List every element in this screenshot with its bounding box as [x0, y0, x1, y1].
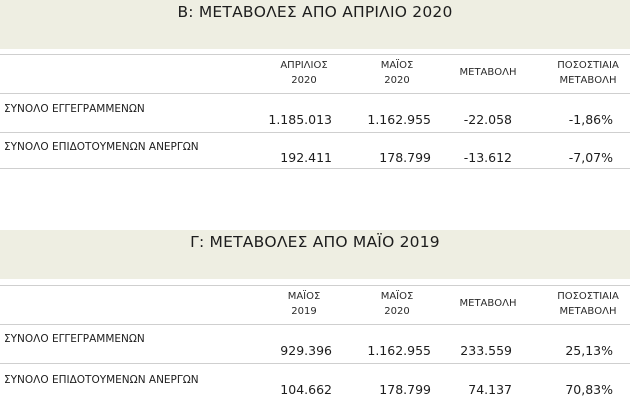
section-c-row2-col2: 178.799: [379, 382, 431, 397]
section-c-row1-label: ΣΥΝΟΛΟ ΕΓΓΕΓΡΑΜΜΕΝΩΝ: [4, 333, 145, 345]
section-c-row2-label: ΣΥΝΟΛΟ ΕΠΙΔΟΤΟΥΜΕΝΩΝ ΑΝΕΡΓΩΝ: [4, 374, 199, 386]
section-c-header-col2: ΜΑΪΟΣ 2020: [380, 291, 414, 317]
section-b-row-divider: [0, 132, 630, 133]
section-b-header-divider: [0, 93, 630, 94]
section-b-row1-col3: -22.058: [463, 112, 512, 127]
section-b-row2-col4: -7,07%: [568, 150, 613, 165]
section-c-header-col1: ΜΑΪΟΣ 2019: [287, 291, 321, 317]
section-b-row1-col1: 1.185.013: [268, 112, 332, 127]
section-c-row1-col3: 233.559: [460, 343, 512, 358]
section-b-row2-col1: 192.411: [280, 150, 332, 165]
section-c-row1-col1: 929.396: [280, 343, 332, 358]
section-c-divider: [0, 285, 630, 286]
section-c-row-divider: [0, 363, 630, 364]
section-b-header-col4: ΠΟΣΟΣΤΙΑΙΑ ΜΕΤΑΒΟΛΗ: [557, 60, 619, 86]
section-c-row2-col1: 104.662: [280, 382, 332, 397]
section-b-divider: [0, 54, 630, 55]
section-b-header-col3: ΜΕΤΑΒΟΛΗ: [459, 67, 517, 78]
section-c-header-col3: ΜΕΤΑΒΟΛΗ: [459, 298, 517, 309]
section-b-row2-col3: -13.612: [463, 150, 512, 165]
section-b-bottom-divider: [0, 168, 630, 169]
section-c-row2-col4: 70,83%: [565, 382, 613, 397]
section-c-header-divider: [0, 324, 630, 325]
section-b-row2-label: ΣΥΝΟΛΟ ΕΠΙΔΟΤΟΥΜΕΝΩΝ ΑΝΕΡΓΩΝ: [4, 141, 199, 153]
section-b-row1-col2: 1.162.955: [367, 112, 431, 127]
section-b-header-col2: ΜΑΪΟΣ 2020: [380, 60, 414, 86]
section-c-title: Γ: ΜΕΤΑΒΟΛΕΣ ΑΠΟ ΜΑΪΟ 2019: [190, 233, 440, 251]
section-b-row1-label: ΣΥΝΟΛΟ ΕΓΓΕΓΡΑΜΜΕΝΩΝ: [4, 103, 145, 115]
section-b-row2-col2: 178.799: [379, 150, 431, 165]
section-c-row1-col4: 25,13%: [565, 343, 613, 358]
section-c-row2-col3: 74.137: [468, 382, 512, 397]
section-c-header-col4: ΠΟΣΟΣΤΙΑΙΑ ΜΕΤΑΒΟΛΗ: [557, 291, 619, 317]
section-c-row1-col2: 1.162.955: [367, 343, 431, 358]
section-b-title: Β: ΜΕΤΑΒΟΛΕΣ ΑΠΟ ΑΠΡΙΛΙΟ 2020: [177, 3, 453, 21]
section-b-header-col1: ΑΠΡΙΛΙΟΣ 2020: [280, 60, 328, 86]
section-b-row1-col4: -1,86%: [568, 112, 613, 127]
